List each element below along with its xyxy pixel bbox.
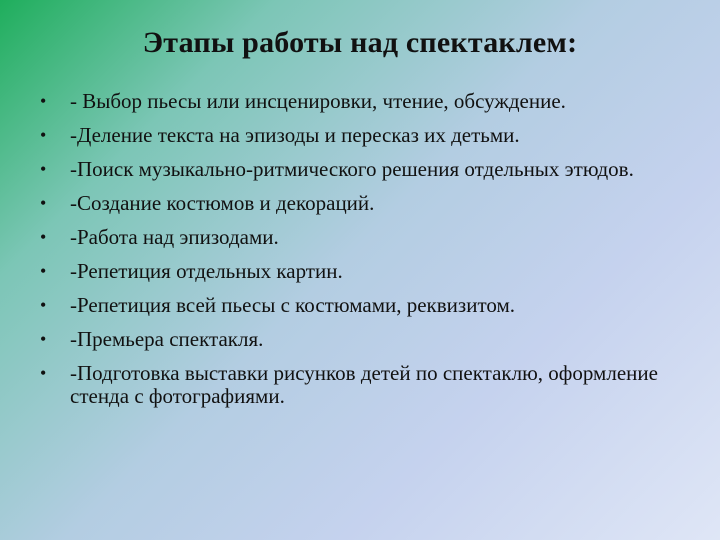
bullet-dot: • [40,295,47,315]
list-item-text: -Работа над эпизодами. [70,225,279,249]
list-item-text: -Подготовка выставки рисунков детей по спектаклю, оформление стенда с фотографиями. [70,361,658,408]
list-item-text: -Репетиция всей пьесы с костюмами, реквизитом. [70,293,515,317]
list-item [38,260,678,283]
list-item-text: - Выбор пьесы или инсценировки, чтение, обсуждение. [70,89,566,113]
bullet-list [38,90,678,419]
list-item [38,158,678,181]
list-item [38,124,678,147]
list-item-text: -Репетиция отдельных картин. [70,259,343,283]
bullet-dot: • [40,159,47,179]
list-item [38,362,678,408]
list-item-text: -Деление текста на эпизоды и пересказ их детьми. [70,123,520,147]
list-item-text: -Создание костюмов и декораций. [70,191,375,215]
list-item [38,294,678,317]
list-item [38,226,678,249]
list-item-text: -Поиск музыкально-ритмического решения отдельных этюдов. [70,157,634,181]
list-item-text: -Премьера спектакля. [70,327,264,351]
bullet-dot: • [40,261,47,281]
bullet-dot: • [40,125,47,145]
bullet-dot: • [40,363,47,383]
list-item [38,328,678,351]
bullet-dot: • [40,91,47,111]
list-item [38,192,678,215]
bullet-dot: • [40,227,47,247]
bullet-dot: • [40,329,47,349]
list-item [38,90,678,113]
slide-title: Этапы работы над спектаклем: [142,26,578,59]
bullet-dot: • [40,193,47,213]
